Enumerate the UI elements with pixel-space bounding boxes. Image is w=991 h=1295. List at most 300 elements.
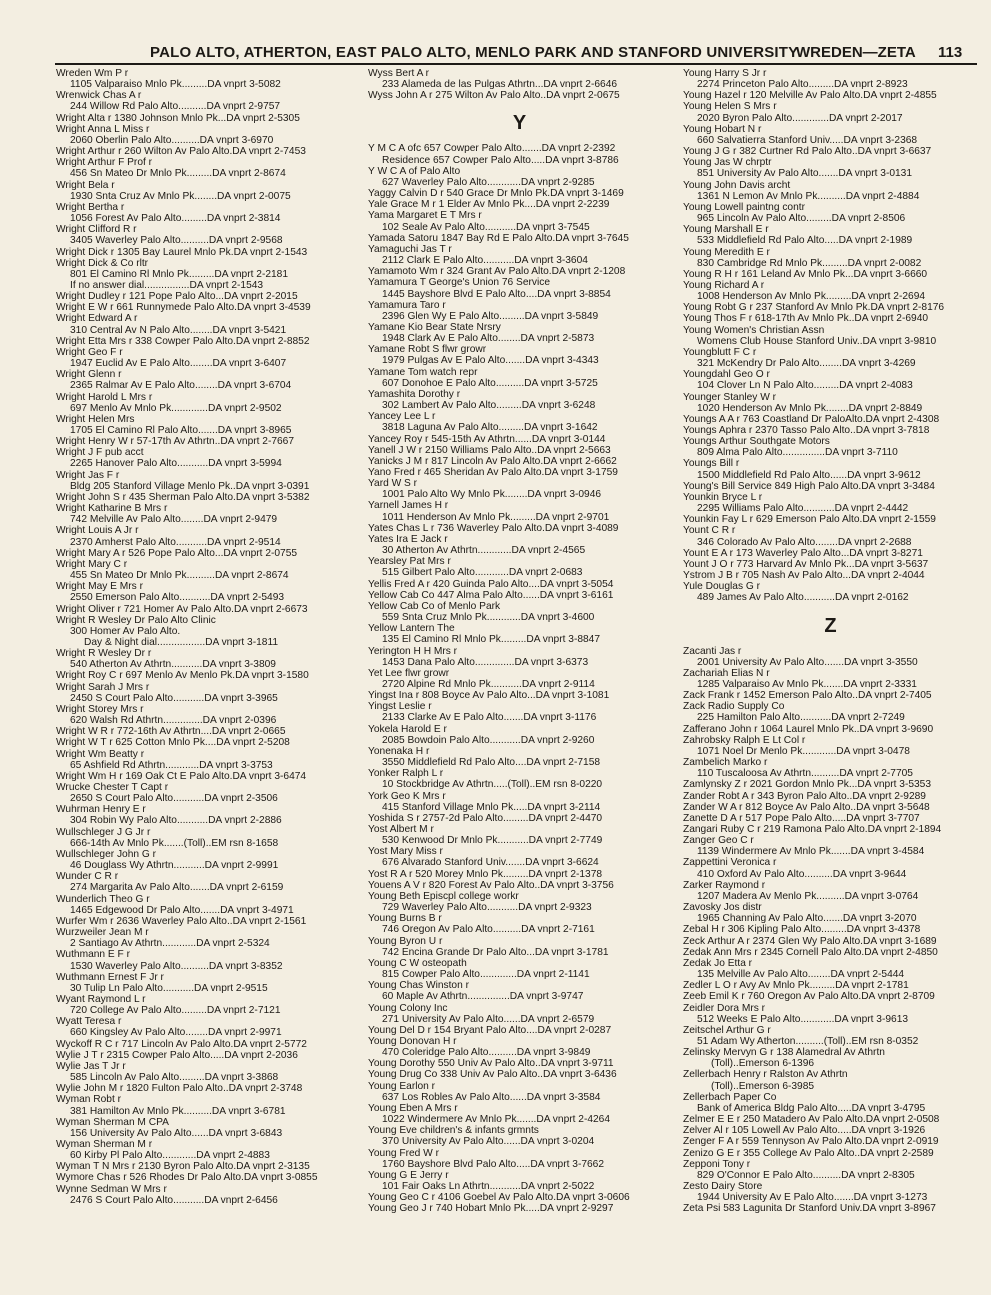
section-letter: Z (824, 614, 837, 637)
listing-detail-line: 1760 Bayshore Blvd Palo Alto.....DA vnprt 3-7662 (382, 1158, 604, 1170)
listing-name-line: Wright Storey Mrs r (56, 703, 144, 715)
listing-detail-line: 666-14th Av Mnlo Pk.......(Toll)..EM rsn 8-1658 (70, 837, 279, 849)
listing-name-line: Wright Sarah J Mrs r (56, 681, 150, 693)
listing-name-line: Zarker Raymond r (683, 879, 766, 891)
listing-name-line: Yancey Roy r 545-15th Av Athrtn......DA vnprt 3-0144 (368, 433, 606, 445)
listing-detail-line: 512 Weeks E Palo Alto............DA vnprt 3-9613 (697, 1013, 909, 1025)
listing-detail-line: 225 Hamilton Palo Alto...........DA vnprt 2-7249 (697, 712, 905, 724)
listing-detail-line: 304 Robin Wy Palo Alto...........DA vnprt 2-2886 (70, 815, 282, 827)
listing-name-line: Wymore Chas r 526 Rhodes Dr Palo Alto.DA vnprt 3-0855 (56, 1172, 318, 1184)
page-number: 113 (938, 44, 963, 61)
listing-name-line: Yonenaka H r (368, 745, 430, 757)
listing-detail-line: 2112 Clark E Palo Alto...........DA vnprt 3-3604 (382, 255, 588, 267)
listing-name-line: Zedak Jo Etta r (683, 957, 753, 969)
listing-detail-line: If no answer dial................DA vnprt 2-1543 (70, 279, 264, 291)
listing-name-line: Wright Mary A r 526 Pope Palo Alto...DA vnprt 2-0755 (56, 547, 298, 559)
listing-detail-line: 585 Lincoln Av Palo Alto.........DA vnprt 3-3868 (70, 1072, 279, 1084)
listing-name-line: Yost R A r 520 Morey Mnlo Pk.........DA vnprt 2-1378 (368, 868, 603, 880)
listing-name-line: Zanger Geo C r (683, 835, 754, 847)
listing-name-line: Young Donovan H r (368, 1035, 457, 1047)
listing-detail-line: 1056 Forest Av Palo Alto.........DA vnprt 2-3814 (70, 213, 281, 225)
listing-detail-line: 637 Los Robles Av Palo Alto......DA vnprt 3-3584 (382, 1091, 601, 1103)
listing-name-line: Wright Louis A Jr r (56, 525, 139, 537)
listing-name-line: Yanell J W r 2150 Williams Palo Alto..DA vnprt 2-5663 (368, 444, 611, 456)
listing-detail-line: 1453 Dana Palo Alto..............DA vnprt 3-6373 (382, 656, 589, 668)
listing-name-line: Yost Albert M r (368, 824, 434, 835)
listing-detail-line: 533 Middlefield Rd Palo Alto.....DA vnprt 2-1989 (697, 235, 913, 247)
listing-name-line: Wright R Wesley Dr Palo Alto Clinic (56, 614, 216, 626)
listing-detail-line: 1947 Euclid Av E Palo Alto........DA vnprt 3-6407 (70, 358, 287, 370)
listing-detail-line: 1105 Valparaiso Mnlo Pk.........DA vnprt 3-5082 (70, 79, 281, 91)
listing-name-line: Yamaguchi Jas T r (368, 243, 452, 255)
listing-name-line: Youngdahl Geo O r (683, 369, 770, 381)
listing-name-line: Wright Arthur r 260 Wilton Av Palo Alto.DA vnprt 2-7453 (56, 146, 306, 158)
listing-name-line: Young's Bill Service 849 High Palo Alto.DA vnprt 3-3484 (683, 480, 935, 492)
listing-detail-line: 620 Walsh Rd Athrtn..............DA vnprt 2-0396 (70, 715, 277, 727)
listing-detail-line: 3550 Middlefield Rd Palo Alto....DA vnprt 2-7158 (382, 757, 601, 769)
listing-name-line: Wunderlich Theo G r (56, 893, 150, 905)
listing-detail-line: 1011 Henderson Av Mnlo Pk.........DA vnprt 2-9701 (382, 511, 610, 523)
listing-detail-line: 697 Menlo Av Mnlo Pk.............DA vnprt 2-9502 (70, 402, 282, 414)
listing-name-line: Young Colony Inc (368, 1002, 448, 1014)
listing-name-line: Zamlynsky Z r 2021 Gordon Mnlo Pk...DA vnprt 3-5353 (683, 779, 932, 791)
listing-name-line: Wylie John M r 1820 Fulton Palo Alto..DA vnprt 2-3748 (56, 1083, 303, 1095)
listing-name-line: Wright Oliver r 721 Homer Av Palo Alto.DA vnprt 2-6673 (56, 603, 308, 615)
listing-detail-line: 965 Lincoln Av Palo Alto.........DA vnprt 2-8506 (697, 213, 906, 225)
listing-name-line: Wyatt Teresa r (56, 1016, 122, 1028)
listing-name-line: Wyman T N Mrs r 2130 Byron Palo Alto.DA vnprt 2-3135 (56, 1161, 310, 1173)
header-rule (55, 63, 977, 65)
listing-name-line: Wright Geo F r (56, 346, 123, 358)
listing-detail-line: 2060 Oberlin Palo Alto..........DA vnprt 3-6970 (70, 134, 274, 146)
listing-name-line: Yamamura T George's Union 76 Service (368, 277, 551, 289)
listing-detail-line: 660 Salvatierra Stanford Univ.....DA vnprt 3-2368 (697, 134, 918, 146)
listing-name-line: Zack Frank r 1452 Emerson Palo Alto..DA vnprt 2-7405 (683, 690, 932, 702)
listing-detail-line: 46 Douglass Wy Athrtn...........DA vnprt 2-9991 (70, 860, 279, 872)
listing-detail-line: 729 Waverley Palo Alto...........DA vnprt 2-9323 (382, 902, 592, 914)
listing-detail-line: 2265 Hanover Palo Alto...........DA vnprt 3-5994 (70, 458, 282, 470)
listing-detail-line: 742 Encina Grande Dr Palo Alto...DA vnprt 3-1781 (382, 946, 609, 958)
section-letter: Y (512, 112, 527, 135)
listing-name-line: Wright Roy C r 697 Menlo Av Menlo Pk.DA vnprt 3-1580 (56, 670, 309, 682)
listing-detail-line: 2001 University Av Palo Alto.......DA vnprt 3-3550 (697, 656, 918, 668)
listing-name-line: Wright Alta r 1380 Johnson Mnlo Pk...DA vnprt 2-5305 (56, 112, 300, 124)
listing-detail-line: 2650 S Court Palo Alto...........DA vnprt 2-3506 (70, 793, 278, 805)
listing-name-line: Young Byron U r (368, 935, 443, 947)
listing-detail-line: 815 Cowper Palo Alto.............DA vnprt 2-1141 (382, 969, 590, 981)
listing-name-line: Wright Bela r (56, 179, 115, 191)
listing-name-line: Zahrobsky Ralph E Lt Col r (683, 734, 806, 746)
listing-name-line: Wrenwick Chas A r (56, 90, 142, 102)
listing-name-line: York Geo K Mrs r (368, 790, 446, 802)
listing-name-line: Wright J F pub acct (56, 447, 144, 459)
listing-name-line: Y M C A ofc 657 Cowper Palo Alto.......DA vnprt 2-2392 (368, 143, 616, 155)
listing-name-line: Yost Mary Miss r (368, 846, 443, 858)
listing-detail-line: 2085 Bowdoin Palo Alto...........DA vnprt 2-9260 (382, 734, 595, 746)
listing-name-line: Wuthmann E F r (56, 949, 130, 961)
listing-name-line: Wright Arthur F Prof r (56, 157, 153, 169)
listing-detail-line: 515 Gilbert Palo Alto............DA vnprt 2-0683 (382, 567, 583, 579)
listing-detail-line: 742 Melville Av Palo Alto........DA vnprt 2-9479 (70, 514, 278, 526)
listing-detail-line: 65 Ashfield Rd Athrtn............DA vnprt 3-3753 (70, 759, 273, 771)
listing-detail-line: 746 Oregon Av Palo Alto..........DA vnprt 2-7161 (382, 924, 595, 936)
listing-detail-line: 456 Sn Mateo Dr Mnlo Pk.........DA vnprt 2-8674 (70, 168, 286, 180)
listing-name-line: Young Earlon r (368, 1080, 436, 1092)
listing-name-line: Wright Wm H r 169 Oak Ct E Palo Alto.DA vnprt 3-6474 (56, 770, 307, 782)
listing-name-line: Wright Katharine B Mrs r (56, 503, 168, 515)
listing-detail-line: 2550 Emerson Palo Alto...........DA vnprt 2-5493 (70, 592, 285, 604)
listing-detail-line: 30 Tulip Ln Palo Alto...........DA vnprt 2-9515 (70, 982, 268, 994)
listing-name-line: Yamane Robt S flwr growr (368, 344, 487, 356)
listing-column-3 (683, 68, 978, 1290)
listing-name-line: Young Harry S Jr r (683, 68, 767, 79)
listing-column-1 (56, 68, 352, 1290)
listing-name-line: Y W C A of Palo Alto (368, 165, 461, 177)
listing-name-line: Yaggy Calvin D r 540 Grace Dr Mnlo Pk.DA vnprt 3-1469 (368, 188, 624, 200)
listing-name-line: Young Marshall E r (683, 224, 769, 236)
listing-name-line: Zanette D A r 517 Pope Palo Alto.....DA vnprt 3-7707 (683, 812, 920, 824)
listing-name-line: Yarnell James H r (368, 500, 449, 512)
listing-name-line: Wright Dick r 1305 Bay Laurel Mnlo Pk.DA vnprt 2-1543 (56, 246, 308, 258)
listing-detail-line: 1530 Waverley Palo Alto..........DA vnprt 3-8352 (70, 960, 283, 972)
listing-name-line: Youngs A A r 763 Coastland Dr PaloAlto.DA vnprt 2-4308 (683, 413, 940, 425)
listing-name-line: Zelinsky Mervyn G r 138 Alamedral Av Athrtn (683, 1047, 885, 1059)
listing-name-line: Zedler L O r Avy Av Mnlo Pk.........DA vnprt 2-1781 (683, 980, 909, 992)
listing-detail-line: 274 Margarita Av Palo Alto.......DA vnprt 2-6159 (70, 882, 284, 894)
listing-detail-line: Womens Club House Stanford Univ..DA vnprt 3-9810 (697, 335, 937, 347)
listing-detail-line: 627 Waverley Palo Alto............DA vnprt 2-9285 (382, 176, 595, 188)
listing-name-line: Young G E Jerry r (368, 1169, 449, 1181)
listing-name-line: Zeeb Emil K r 760 Oregon Av Palo Alto.DA vnprt 2-8709 (683, 991, 935, 1003)
listing-name-line: Young Hobart N r (683, 123, 762, 135)
listing-name-line: Zander W A r 812 Boyce Av Palo Alto..DA vnprt 3-5648 (683, 801, 930, 813)
listing-detail-line: 3818 Laguna Av Palo Alto.........DA vnprt 3-1642 (382, 422, 598, 434)
listing-name-line: Yet Lee flwr growr (368, 667, 450, 679)
listing-name-line: Younkin Bryce L r (683, 491, 763, 503)
listing-name-line: Youngs Bill r (683, 458, 740, 470)
listing-name-line: Wright Glenn r (56, 369, 122, 381)
listing-detail-line: 1020 Henderson Av Mnlo Pk........DA vnprt 2-8849 (697, 402, 923, 414)
listing-name-line: Young R H r 161 Leland Av Mnlo Pk...DA vnprt 3-6660 (683, 268, 928, 280)
listing-name-line: Wyss Bert A r (368, 68, 430, 79)
listing-name-line: Yellow Cab Co of Menlo Park (368, 600, 501, 612)
listing-detail-line: 1979 Pulgas Av E Palo Alto.......DA vnprt 3-4343 (382, 355, 599, 367)
listing-name-line: Zambelich Marko r (683, 757, 768, 769)
listing-name-line: Wyant Raymond L r (56, 993, 146, 1005)
listing-name-line: Yale Grace M r 1 Elder Av Mnlo Pk....DA vnprt 2-2239 (368, 199, 610, 211)
listing-detail-line: 1071 Noel Dr Menlo Pk............DA vnprt 3-0478 (697, 745, 910, 757)
listing-name-line: Wright W R r 772-16th Av Athrtn....DA vnprt 2-0665 (56, 726, 286, 738)
listing-name-line: Yearsley Pat Mrs r (368, 556, 451, 568)
listing-name-line: Wright Clifford R r (56, 224, 137, 236)
listing-detail-line: Day & Night dial.................DA vnprt 3-1811 (84, 636, 279, 648)
listing-name-line: Young Robt G r 237 Stanford Av Mnlo Pk.DA vnprt 2-8176 (683, 302, 945, 314)
listing-name-line: Young C W osteopath (368, 957, 467, 969)
listing-detail-line: 1361 N Lemon Av Mnlo Pk..........DA vnprt 2-4884 (697, 190, 920, 202)
listing-name-line: Zappettini Veronica r (683, 857, 777, 869)
listing-detail-line: 851 University Av Palo Alto.......DA vnprt 3-0131 (697, 168, 912, 180)
listing-name-line: Zellerbach Paper Co (683, 1091, 777, 1103)
listing-detail-line: 244 Willow Rd Palo Alto..........DA vnprt 2-9757 (70, 101, 281, 113)
listing-name-line: Youngs Arthur Southgate Motors (683, 436, 830, 448)
listing-name-line: Wylie Jas T Jr r (56, 1060, 126, 1072)
listing-detail-line: 1285 Valparaiso Av Mnlo Pk.......DA vnprt 2-3331 (697, 678, 917, 690)
listing-name-line: Wright R Wesley Dr r (56, 648, 152, 660)
listing-detail-line: 720 College Av Palo Alto.........DA vnprt 2-7121 (70, 1005, 281, 1017)
listing-detail-line: 830 Cambridge Rd Mnlo Pk.........DA vnprt 2-0082 (697, 257, 922, 269)
listing-name-line: Wright Jas F r (56, 469, 120, 481)
listing-name-line: Young Thos F r 618-17th Av Mnlo Pk..DA vnprt 2-6940 (683, 313, 929, 325)
listing-name-line: Yard W S r (368, 478, 418, 490)
listing-detail-line: 310 Central Av N Palo Alto........DA vnprt 3-5421 (70, 324, 287, 336)
listing-name-line: Yates Chas L r 736 Waverley Palo Alto.DA vnprt 3-4089 (368, 522, 619, 534)
page-title: PALO ALTO, ATHERTON, EAST PALO ALTO, MENLO PARK AND STANFORD UNIVERSITY (150, 44, 799, 61)
listing-name-line: Young Meredith E r (683, 246, 770, 258)
listing-name-line: Young Geo C r 4106 Goebel Av Palo Alto.DA vnprt 3-0606 (368, 1192, 630, 1204)
listing-name-line: Wyman Robt r (56, 1094, 122, 1106)
page-header (0, 0, 991, 66)
listing-name-line: Young Eben A Mrs r (368, 1102, 458, 1114)
listing-detail-line: 2295 Williams Palo Alto...........DA vnprt 2-4442 (697, 503, 909, 515)
listing-name-line: Wurfer Wm r 2636 Waverley Palo Alto..DA vnprt 2-1561 (56, 915, 307, 927)
listing-detail-line: 455 Sn Mateo Dr Mnlo Pk..........DA vnprt 2-8674 (70, 570, 289, 582)
listing-name-line: Young Jas W chrptr (683, 157, 772, 169)
listing-detail-line: 1207 Madera Av Menlo Pk..........DA vnprt 3-0764 (697, 890, 919, 902)
listing-detail-line: 346 Colorado Av Palo Alto........DA vnprt 2-2688 (697, 536, 912, 548)
listing-name-line: Zedak Ann Mrs r 2345 Cornell Palo Alto.DA vnprt 2-4850 (683, 946, 938, 958)
listing-detail-line: 51 Adam Wy Atherton..........(Toll)..EM rsn 8-0352 (697, 1035, 919, 1047)
listing-name-line: Yama Margaret E T Mrs r (368, 210, 482, 222)
listing-column-2 (368, 68, 671, 1290)
listing-name-line: Wright Anna L Miss r (56, 123, 150, 135)
listing-name-line: Wright Bertha r (56, 201, 125, 213)
listing-name-line: Wright Harold L Mrs r (56, 391, 153, 403)
listing-name-line: Young Dorothy 550 Univ Av Palo Alto..DA vnprt 3-9711 (368, 1058, 614, 1070)
listing-name-line: Yingst Ina r 808 Boyce Av Palo Alto...DA vnprt 3-1081 (368, 690, 610, 702)
listing-detail-line: 1001 Palo Alto Wy Mnlo Pk........DA vnprt 3-0946 (382, 489, 602, 501)
listing-name-line: Zeck Arthur A r 2374 Glen Wy Palo Alto.DA vnprt 3-1689 (683, 935, 937, 947)
listing-detail-line: 2 Santiago Av Athrtn............DA vnprt 2-5324 (70, 938, 270, 950)
listing-name-line: Wright May E Mrs r (56, 581, 143, 593)
listing-name-line: Zacanti Jas r (683, 645, 742, 657)
listing-name-line: Wyman Sherman M r (56, 1139, 153, 1150)
listing-name-line: Wyman Sherman M CPA (56, 1116, 169, 1128)
listing-name-line: Yule Douglas G r (683, 581, 761, 593)
listing-name-line: Wurzweiler Jean M r (56, 927, 149, 939)
listing-name-line: Zelver Al r 105 Lowell Av Palo Alto.....DA vnprt 3-1926 (683, 1125, 926, 1137)
listing-name-line: Zeidler Dora Mrs r (683, 1002, 766, 1014)
listing-name-line: Wullschleger J G Jr r (56, 826, 151, 838)
listing-name-line: Youngblutt F C r (683, 346, 757, 358)
listing-name-line: Wyckoff R C r 717 Lincoln Av Palo Alto.DA vnprt 2-5772 (56, 1038, 307, 1050)
listing-detail-line: 2720 Alpine Rd Mnlo Pk...........DA vnprt 2-9114 (382, 678, 595, 690)
listing-detail-line: 135 El Camino Rl Mnlo Pk.........DA vnprt 3-8847 (382, 634, 600, 646)
listing-name-line: Young Richard A r (683, 279, 765, 291)
listing-detail-line: 60 Kirby Pl Palo Alto............DA vnprt 2-4883 (70, 1150, 270, 1162)
listing-detail-line: 1022 Windermere Av Mnlo Pk.......DA vnprt 2-4264 (382, 1114, 611, 1126)
listing-detail-line: 1500 Middlefield Rd Palo Alto......DA vnprt 3-9612 (697, 469, 921, 481)
listing-detail-line: 559 Snta Cruz Mnlo Pk............DA vnprt 3-4600 (382, 612, 595, 624)
listing-name-line: Youens A V r 820 Forest Av Palo Alto..DA vnprt 3-3756 (368, 879, 614, 891)
listing-detail-line: 60 Maple Av Athrtn...............DA vnprt 3-9747 (382, 991, 584, 1003)
listing-name-line: Zelmer E E r 250 Matadero Av Palo Alto.DA vnprt 2-0508 (683, 1114, 940, 1126)
listing-detail-line: 302 Lambert Av Palo Alto.........DA vnprt 3-6248 (382, 400, 596, 412)
listing-name-line: Yellis Fred A r 420 Guinda Palo Alto....DA vnprt 3-5054 (368, 578, 614, 590)
listing-name-line: Yamane Tom watch repr (368, 366, 478, 378)
listing-name-line: Zebal H r 306 Kipling Palo Alto.........DA vnprt 3-4378 (683, 924, 921, 936)
listing-detail-line: 1465 Edgewood Dr Palo Alto.......DA vnprt 3-4971 (70, 904, 294, 916)
listing-detail-line: 2365 Ralmar Av E Palo Alto........DA vnprt 3-6704 (70, 380, 292, 392)
page-name-range: WREDEN—ZETA (796, 44, 916, 61)
listing-name-line: Young Helen S Mrs r (683, 101, 777, 113)
listing-name-line: Yamane Kio Bear State Nrsry (368, 321, 501, 333)
listing-name-line: Young Chas Winston r (368, 980, 469, 992)
listing-detail-line: 2133 Clarke Av E Palo Alto.......DA vnprt 3-1176 (382, 712, 597, 724)
listing-name-line: Wright Henry W r 57-17th Av Athrtn..DA vnprt 2-7667 (56, 436, 295, 448)
listing-detail-line: 271 University Av Palo Alto......DA vnprt 2-6579 (382, 1013, 595, 1025)
listing-detail-line: 10 Stockbridge Av Athrtn.....(Toll)..EM rsn 8-0220 (382, 779, 603, 791)
listing-detail-line: 801 El Camino Rl Mnlo Pk.........DA vnprt 2-2181 (70, 268, 288, 280)
listing-detail-line: 1965 Channing Av Palo Alto.......DA vnprt 3-2070 (697, 913, 917, 925)
listing-detail-line: 2020 Byron Palo Alto.............DA vnprt 2-2017 (697, 112, 903, 124)
listing-name-line: Zachariah Elias N r (683, 667, 770, 679)
listing-detail-line: 1008 Henderson Av Mnlo Pk.........DA vnprt 2-2694 (697, 291, 926, 303)
listing-name-line: Wright Helen Mrs (56, 413, 135, 425)
listing-name-line: Yount E A r 173 Waverley Palo Alto...DA vnprt 3-8271 (683, 547, 923, 559)
listing-detail-line: (Toll)..Emerson 6-1396 (711, 1058, 815, 1070)
listing-name-line: Zenizo G E r 355 College Av Palo Alto..DA vnprt 2-2589 (683, 1147, 934, 1159)
listing-detail-line: 300 Homer Av Palo Alto. (70, 625, 181, 637)
listing-detail-line: 530 Kenwood Dr Mnlo Pk...........DA vnprt 2-7749 (382, 835, 603, 847)
listing-name-line: Zavosky Jos distr (683, 902, 762, 914)
listing-name-line: Younger Stanley W r (683, 391, 777, 403)
listing-name-line: Yellow Cab Co 447 Alma Palo Alto......DA vnprt 3-6161 (368, 589, 614, 601)
listing-detail-line: 102 Seale Av Palo Alto...........DA vnprt 3-7545 (382, 221, 590, 233)
listing-name-line: Yonker Ralph L r (368, 768, 444, 780)
listing-name-line: Zafferano John r 1064 Laurel Mnlo Pk..DA vnprt 3-9690 (683, 723, 934, 735)
listing-name-line: Yount C R r (683, 525, 736, 537)
listing-name-line: Wreden Wm P r (56, 68, 129, 79)
listing-name-line: Yokela Harold E r (368, 723, 447, 735)
listing-name-line: Wright Wm Beatty r (56, 748, 145, 760)
listing-name-line: Wright Mary C r (56, 558, 128, 570)
listing-name-line: Zellerbach Henry r Ralston Av Athrtn (683, 1069, 848, 1081)
listing-name-line: Yates Ira E Jack r (368, 533, 448, 545)
listing-detail-line: 415 Stanford Village Mnlo Pk.....DA vnprt 3-2114 (382, 801, 601, 813)
listing-name-line: Wright Dick & Co rltr (56, 257, 149, 269)
listing-detail-line: 30 Atherton Av Athrtn............DA vnprt 2-4565 (382, 545, 586, 557)
listing-detail-line: 809 Alma Palo Alto...............DA vnprt 3-7110 (697, 447, 898, 459)
listing-name-line: Wuthmann Ernest F Jr r (56, 971, 164, 983)
listing-name-line: Wright E W r 661 Runnymede Palo Alto.DA vnprt 3-4539 (56, 302, 311, 314)
listing-detail-line: 104 Clover Ln N Palo Alto.........DA vnprt 2-4083 (697, 380, 913, 392)
listing-name-line: Young Hazel r 120 Melville Av Palo Alto.DA vnprt 2-4855 (683, 90, 937, 102)
listing-name-line: Wright Edward A r (56, 313, 138, 325)
listing-detail-line: 607 Donohoe E Palo Alto..........DA vnprt 3-5725 (382, 377, 598, 389)
listing-detail-line: 321 McKendry Dr Palo Alto........DA vnprt 3-4269 (697, 358, 916, 370)
listing-name-line: Wright Dudley r 121 Pope Palo Alto...DA vnprt 2-2015 (56, 291, 298, 303)
listing-detail-line: Residence 657 Cowper Palo Alto.....DA vnprt 3-8786 (382, 154, 619, 166)
listing-detail-line: 101 Fair Oaks Ln Athrtn...........DA vnprt 2-5022 (382, 1181, 595, 1192)
listing-name-line: Wrucke Chester T Capt r (56, 782, 169, 793)
listing-detail-line: 2274 Princeton Palo Alto.........DA vnprt 2-8923 (697, 79, 908, 91)
listing-name-line: Zeitschel Arthur G r (683, 1024, 771, 1036)
listing-name-line: Young Drug Co 338 Univ Av Palo Alto..DA vnprt 3-6436 (368, 1069, 617, 1081)
listing-name-line: Wyss John A r 275 Wilton Av Palo Alto..DA vnprt 2-0675 (368, 90, 620, 102)
listing-detail-line: 489 James Av Palo Alto...........DA vnprt 2-0162 (697, 592, 909, 604)
listing-name-line: Youngs Aphra r 2370 Tasso Palo Alto..DA vnprt 3-7818 (683, 425, 930, 436)
listing-name-line: Zenger F A r 559 Tennyson Av Palo Alto.DA vnprt 2-0919 (683, 1136, 939, 1148)
listing-name-line: Wright Etta Mrs r 338 Cowper Palo Alto.DA vnprt 2-8852 (56, 335, 310, 347)
listing-name-line: Young Lowell paintng contr (683, 201, 805, 213)
listing-name-line: Young Fred W r (368, 1147, 439, 1159)
listing-name-line: Wullschleger John G r (56, 848, 157, 860)
listing-name-line: Yanicks J M r 817 Lincoln Av Palo Alto.DA vnprt 2-6662 (368, 455, 617, 467)
listing-name-line: Zander Robt A r 343 Byron Palo Alto..DA vnprt 2-9289 (683, 790, 926, 802)
listing-detail-line: 1944 University Av E Palo Alto.......DA vnprt 3-1273 (697, 1192, 928, 1204)
listing-detail-line: Bank of America Bldg Palo Alto.....DA vnprt 3-4795 (697, 1102, 926, 1114)
listing-detail-line: 233 Alameda de las Pulgas Athrtn...DA vnprt 2-6646 (382, 79, 618, 91)
listing-name-line: Young John Davis archt (683, 179, 791, 191)
listing-detail-line: 156 University Av Palo Alto......DA vnprt 3-6843 (70, 1127, 283, 1139)
listing-name-line: Zesto Dairy Store (683, 1181, 763, 1192)
listing-name-line: Young Del D r 154 Bryant Palo Alto....DA vnprt 2-0287 (368, 1024, 612, 1036)
listing-detail-line: 370 University Av Palo Alto......DA vnprt 3-0204 (382, 1136, 595, 1148)
listing-detail-line: 2396 Glen Wy E Palo Alto.........DA vnprt 3-5849 (382, 310, 599, 322)
listing-name-line: Yamamura Taro r (368, 299, 446, 311)
listing-name-line: Young J G r 382 Curtner Rd Palo Alto..DA vnprt 3-6637 (683, 146, 932, 158)
listing-name-line: Zangari Ruby C r 219 Ramona Palo Alto.DA vnprt 2-1894 (683, 824, 942, 835)
listing-name-line: Yingst Leslie r (368, 701, 432, 713)
listing-detail-line: 2450 S Court Palo Alto...........DA vnprt 3-3965 (70, 692, 278, 704)
listing-name-line: Wright John S r 435 Sherman Palo Alto.DA vnprt 3-5382 (56, 491, 310, 503)
listing-name-line: Young Women's Christian Assn (683, 324, 825, 336)
listing-detail-line: 135 Melville Av Palo Alto........DA vnprt 2-5444 (697, 969, 905, 981)
listing-detail-line: 1705 El Camino Rl Palo Alto.......DA vnprt 3-8965 (70, 425, 292, 436)
listing-detail-line: 110 Tuscaloosa Av Athrtn..........DA vnprt 2-7705 (697, 768, 913, 780)
listing-detail-line: 660 Kingsley Av Palo Alto........DA vnprt 2-9971 (70, 1027, 282, 1039)
listing-detail-line: 2476 S Court Palo Alto...........DA vnprt 2-6456 (70, 1194, 278, 1206)
listing-name-line: Young Beth Episcpl college workr (368, 890, 519, 902)
listing-detail-line: 1445 Bayshore Blvd E Palo Alto....DA vnprt 3-8854 (382, 288, 611, 300)
listing-name-line: Yamashita Dorothy r (368, 388, 461, 400)
listing-detail-line: Bldg 205 Stanford Village Menlo Pk..DA vnprt 3-0391 (70, 480, 310, 492)
listing-detail-line: 540 Atherton Av Athrtn...........DA vnprt 3-3809 (70, 659, 276, 671)
listing-detail-line: 1139 Windermere Av Mnlo Pk.......DA vnprt 3-4584 (697, 846, 925, 858)
listing-detail-line: 381 Hamilton Av Mnlo Pk..........DA vnprt 3-6781 (70, 1105, 286, 1117)
listing-name-line: Yellow Lantern The (368, 623, 455, 635)
listing-detail-line: 829 O'Connor E Palo Alto..........DA vnprt 2-8305 (697, 1169, 915, 1181)
listing-name-line: Young Burns B r (368, 913, 442, 925)
listing-detail-line: (Toll)..Emerson 6-3985 (711, 1080, 815, 1092)
listing-name-line: Zeta Psi 583 Lagunita Dr Stanford Univ.DA vnprt 3-8967 (683, 1203, 936, 1215)
listing-detail-line: 3405 Waverley Palo Alto..........DA vnprt 2-9568 (70, 235, 283, 247)
listing-detail-line: 1948 Clark Av E Palo Alto........DA vnprt 2-5873 (382, 333, 595, 345)
listing-name-line: Yamada Satoru 1847 Bay Rd E Palo Alto.DA vnprt 3-7645 (368, 232, 629, 244)
listing-detail-line: 470 Coleridge Palo Alto..........DA vnprt 3-9849 (382, 1047, 591, 1059)
listing-detail-line: 410 Oxford Av Palo Alto..........DA vnprt 3-9644 (697, 868, 907, 880)
listing-detail-line: 2370 Amherst Palo Alto...........DA vnprt 2-9514 (70, 536, 281, 548)
listing-name-line: Yount J O r 773 Harvard Av Mnlo Pk...DA vnprt 3-5637 (683, 558, 929, 570)
listing-name-line: Wright W T r 625 Cotton Mnlo Pk....DA vnprt 2-5208 (56, 737, 290, 749)
listing-detail-line: 676 Alvarado Stanford Univ.......DA vnprt 3-6624 (382, 857, 599, 869)
listing-name-line: Young Eve children's & infants grmnts (368, 1125, 539, 1137)
listing-name-line: Yerington H H Mrs r (368, 645, 458, 657)
listing-name-line: Yoshida S r 2757-2d Palo Alto.........DA vnprt 2-4470 (368, 812, 603, 824)
listing-name-line: Yano Fred r 465 Sheridan Av Palo Alto.DA vnprt 3-1759 (368, 467, 618, 478)
listing-name-line: Zepponi Tony r (683, 1158, 751, 1170)
listing-name-line: Ystrom J B r 705 Nash Av Palo Alto...DA vnprt 2-4044 (683, 570, 925, 582)
